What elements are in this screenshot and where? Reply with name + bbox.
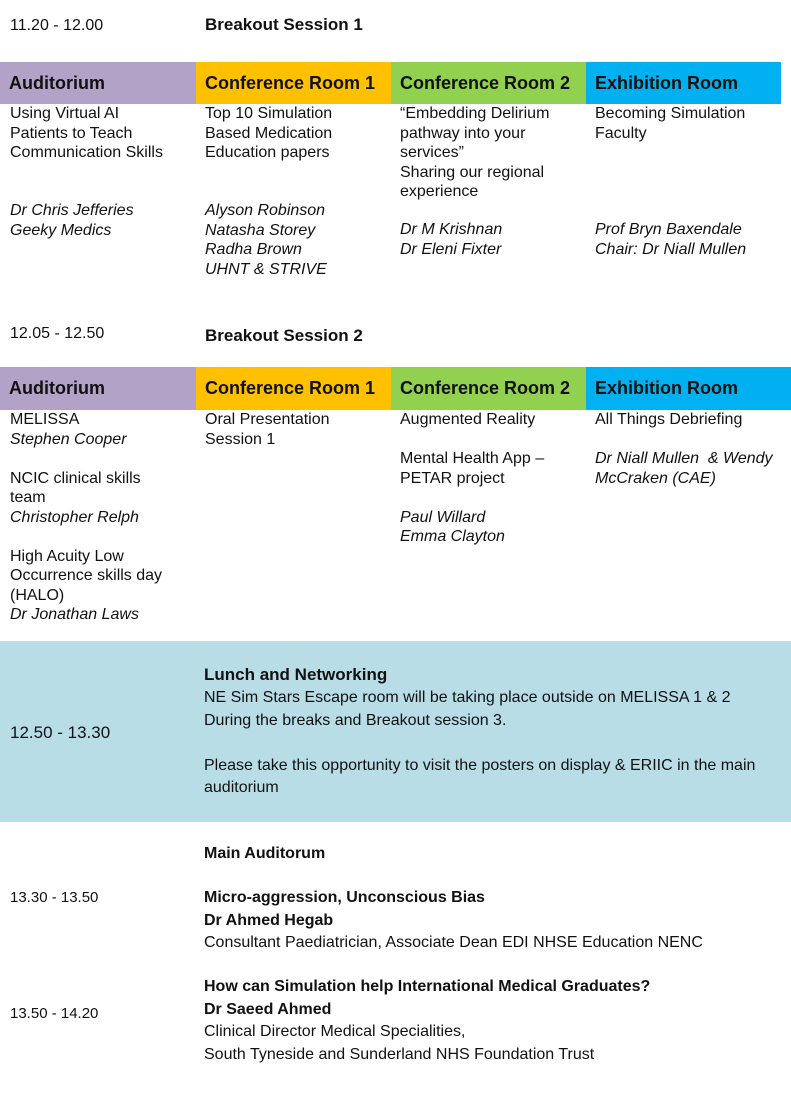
session2-auditorium-cell (10, 410, 200, 625)
main-heading: Main Auditorum (204, 845, 326, 862)
talk-title-line: Faculty (595, 124, 647, 142)
session2-title: Breakout Session 2 (205, 326, 363, 345)
session1-header-auditorium: Auditorium (0, 62, 196, 104)
session1-header-conference-room-2: Conference Room 2 (391, 62, 586, 104)
lunch-line: Please take this opportunity to visit the posters on display & ERIIC in the main (204, 756, 756, 774)
session1-room2-cell (400, 104, 590, 202)
talk-title-line: Top 10 Simulation (205, 105, 333, 122)
talk-title-line: services” (400, 144, 465, 161)
speaker-line: Emma Clayton (400, 528, 505, 545)
session1-auditorium-speakers (10, 201, 200, 240)
talk-title-line: Oral Presentation (205, 411, 330, 428)
session2-header-auditorium: Auditorium (0, 367, 196, 410)
speaker-line: Dr Niall Mullen & Wendy (595, 450, 773, 467)
talk2-block (204, 976, 791, 1066)
session1-time: 11.20 - 12.00 (10, 17, 104, 34)
speaker-line: Dr M Krishnan (400, 221, 503, 238)
speaker-line: Radha Brown (205, 241, 302, 258)
speaker-line: UHNT & STRIVE (205, 260, 327, 278)
session1-header-conference-room-1: Conference Room 1 (196, 62, 391, 104)
session2-room1-cell (205, 410, 395, 449)
session1-room2-speakers (400, 220, 590, 259)
talk-title-line: Education papers (205, 144, 330, 161)
talk-title-line: Mental Health App – (400, 450, 545, 467)
speaker-line: Dr Jonathan Laws (10, 606, 139, 623)
talk-title-line: Using Virtual AI (10, 105, 120, 122)
session1-title: Breakout Session 1 (205, 15, 363, 34)
speaker-line: Chair: Dr Niall Mullen (595, 240, 747, 258)
talk-title-line: (HALO) (10, 586, 65, 604)
session2-exhibition-cell (595, 410, 791, 488)
speaker-line: Dr Chris Jefferies (10, 202, 134, 219)
lunch-line: NE Sim Stars Escape room will be taking place outside on MELISSA 1 & 2 (204, 689, 731, 706)
session1-exhibition-cell (595, 104, 785, 143)
talk-title-line: Based Medication (205, 124, 333, 142)
speaker-line: Christopher Relph (10, 508, 139, 526)
talk-title-line: Becoming Simulation (595, 105, 746, 122)
talk-title-line: pathway into your (400, 124, 526, 142)
talk-title-line: PETAR project (400, 469, 505, 487)
talk1-title: Micro-aggression, Unconscious Bias (204, 889, 485, 906)
speaker-line: Geeky Medics (10, 221, 112, 239)
talk-title-line: Patients to Teach (10, 124, 133, 142)
talk2-speaker: Dr Saeed Ahmed (204, 1000, 332, 1018)
lunch-line: auditorium (204, 779, 279, 796)
talk-title-line: Communication Skills (10, 144, 163, 161)
speaker-line: Paul Willard (400, 508, 486, 526)
session2-header-conference-room-1: Conference Room 1 (196, 367, 391, 410)
speaker-line: Dr Eleni Fixter (400, 240, 502, 258)
session1-auditorium-cell (10, 104, 200, 163)
talk2-time: 13.50 - 14.20 (10, 1005, 99, 1022)
talk2-role-line: Clinical Director Medical Specialities, (204, 1023, 466, 1040)
session1-room1-speakers (205, 201, 395, 279)
lunch-line: During the breaks and Breakout session 3. (204, 711, 507, 729)
session2-room2-cell (400, 410, 590, 547)
speaker-line: Alyson Robinson (205, 202, 326, 219)
session1-header-exhibition-room: Exhibition Room (586, 62, 781, 104)
talk-title-line: “Embedding Delirium (400, 105, 550, 122)
lunch-title: Lunch and Networking (204, 665, 388, 684)
lunch-content (204, 663, 789, 800)
talk-title-line: High Acuity Low (10, 547, 124, 565)
speaker-line: Natasha Storey (205, 221, 316, 239)
talk2-role-line: South Tyneside and Sunderland NHS Foundation Trust (204, 1045, 595, 1063)
talk-title-line: Sharing our regional (400, 163, 545, 181)
session2-header-exhibition-room: Exhibition Room (586, 367, 791, 410)
speaker-line: McCraken (CAE) (595, 469, 716, 487)
talk-title-line: All Things Debriefing (595, 411, 743, 428)
talk1-block (204, 887, 791, 955)
session2-header-conference-room-2: Conference Room 2 (391, 367, 586, 410)
talk-title-line: Session 1 (205, 430, 276, 448)
talk-title-line: Occurrence skills day (10, 567, 163, 584)
lunch-time: 12.50 - 13.30 (10, 723, 111, 742)
talk-title-line: Augmented Reality (400, 411, 536, 428)
talk-title-line: team (10, 489, 46, 506)
talk-title-line: MELISSA (10, 411, 80, 428)
talk-title-line: experience (400, 183, 479, 200)
talk1-time: 13.30 - 13.50 (10, 889, 99, 906)
session2-time: 12.05 - 12.50 (10, 325, 105, 342)
talk1-speaker: Dr Ahmed Hegab (204, 911, 334, 929)
session1-exhibition-speakers (595, 220, 785, 259)
lunch-band (0, 641, 791, 822)
talk2-title: How can Simulation help International Medical Graduates? (204, 978, 651, 995)
speaker-line: Prof Bryn Baxendale (595, 221, 742, 238)
session1-room1-cell (205, 104, 395, 163)
talk-title-line: NCIC clinical skills (10, 469, 141, 487)
speaker-line: Stephen Cooper (10, 430, 127, 448)
talk1-role: Consultant Paediatrician, Associate Dean EDI NHSE Education NENC (204, 934, 703, 951)
